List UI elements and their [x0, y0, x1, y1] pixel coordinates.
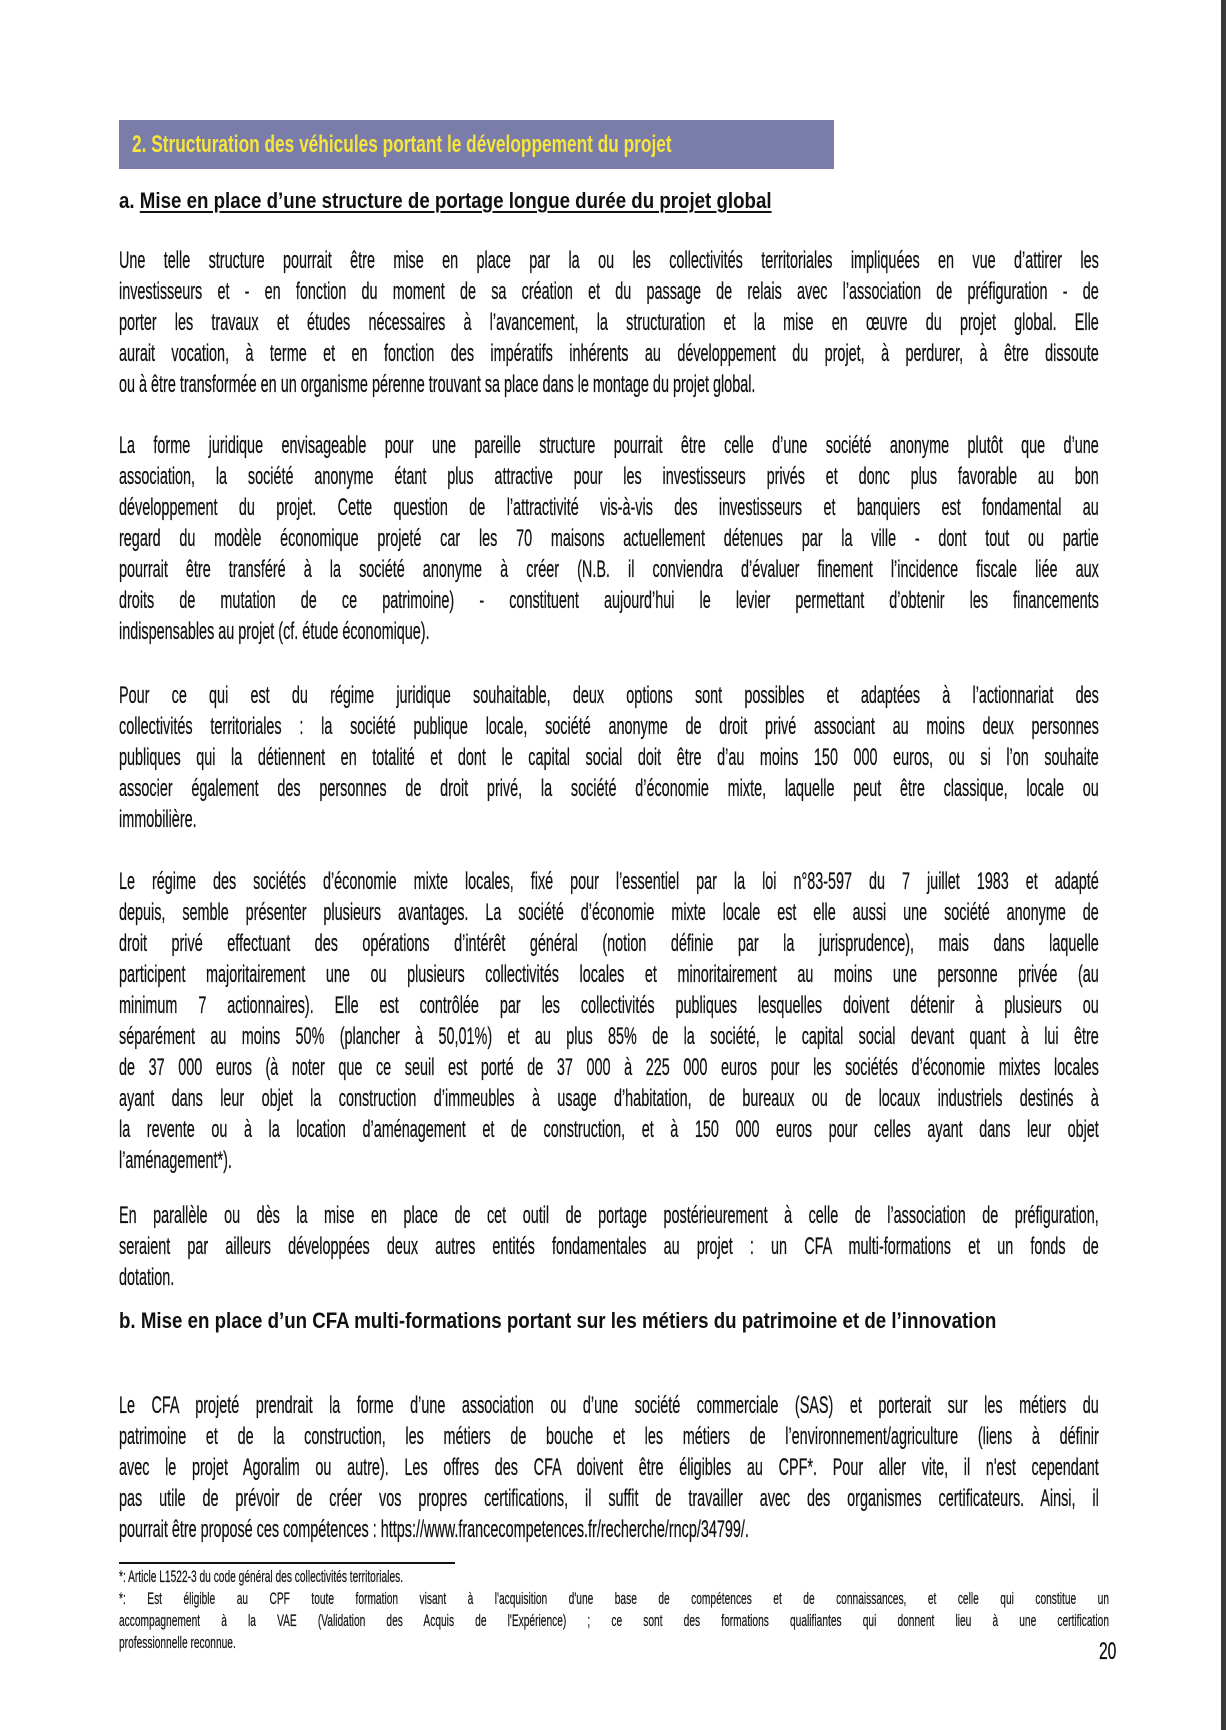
subsection-heading-b: b. Mise en place d’un CFA multi-formations portant sur les métiers du patrimoine et de l’innovation [119, 1308, 997, 1333]
text-line: la revente ou à la location d’aménagement et de construction, et à 150 000 euros pour celles ayant dans leur objet [119, 1116, 1099, 1143]
paragraph-cfa [119, 1390, 1099, 1545]
text-line: minimum 7 actionnaires). Elle est contrôlée par les collectivités publiques lesquelles doivent détenir à plusieurs ou [119, 992, 1099, 1019]
text-line: séparément au moins 50% (plancher à 50,01%) et au plus 85% de la société, le capital social devant quant à lui être [119, 1023, 1099, 1050]
text-line: publiques qui la détiennent en totalité et dont le capital social doit être d’au moins 150 000 euros, ou si l’on souhaite [119, 744, 1099, 771]
text-line: pas utile de prévoir de créer vos propres certifications, il suffit de travailler avec des organismes certificateurs. Ainsi, il [119, 1485, 1099, 1512]
paragraph-legal-form [119, 430, 1099, 647]
text-line: *: Est éligible au CPF toute formation visant à l'acquisition d'une base de compétences et de connaissances, et celle qui constitue un [119, 1589, 1109, 1608]
text-line: droits de mutation de ce patrimoine) - constituent aujourd’hui le levier permettant d’obtenir les financements [119, 587, 1099, 614]
text-line: accompagnement à la VAE (Validation des Acquis de l'Expérience) ; ce sont des formations qualifiantes qui donnent lieu à une certification [119, 1611, 1109, 1630]
paragraph-structure-intro [119, 245, 1099, 400]
text-line: immobilière. [119, 806, 197, 833]
text-line: pourrait être transféré à la société anonyme à créer (N.B. il conviendra d’évaluer finement l’incidence fiscale liée aux [119, 556, 1099, 583]
text-line: depuis, semble présenter plusieurs avantages. La société d’économie mixte locale est elle aussi une société anonyme de [119, 899, 1099, 926]
text-line: ou à être transformée en un organisme pérenne trouvant sa place dans le montage du projet global. [119, 371, 756, 398]
text-line: aurait vocation, à terme et en fonction des impératifs inhérents au développement du projet, à perdurer, à être dissoute [119, 340, 1099, 367]
paragraph-legal-regime [119, 680, 1099, 835]
text-line: participent majoritairement une ou plusieurs collectivités locales et minoritairement au moins une personne privée (au [119, 961, 1099, 988]
section-title-band [119, 120, 834, 169]
text-line: ayant dans leur objet la construction d’immeubles à usage d’habitation, de bureaux ou de locaux industriels destinés à [119, 1085, 1099, 1112]
page-number: 20 [1099, 1638, 1117, 1665]
text-line: pourrait être proposé ces compétences : https://www.francecompetences.fr/recherche/rncp/34799/. [119, 1516, 749, 1543]
text-line: patrimoine et de la construction, les métiers de bouche et les métiers de l’environnement/agriculture (liens à définir [119, 1423, 1099, 1450]
footnote-separator [119, 1562, 455, 1564]
text-line: associer également des personnes de droit privé, la société d’économie mixte, laquelle peut être classique, locale ou [119, 775, 1099, 802]
text-line: Pour ce qui est du régime juridique souhaitable, deux options sont possibles et adaptées à l’actionnariat des [119, 682, 1099, 709]
text-line: seraient par ailleurs développées deux autres entités fondamentales au projet : un CFA multi-formations et un fonds de [119, 1233, 1099, 1260]
text-line: dotation. [119, 1264, 175, 1291]
text-line: *: Article L1522-3 du code général des collectivités territoriales. [119, 1567, 404, 1586]
text-line: Le régime des sociétés d’économie mixte locales, fixé pour l’essentiel par la loi n°83-597 du 7 juillet 1983 et adapté [119, 868, 1099, 895]
text-line: Le CFA projeté prendrait la forme d’une association ou d’une société commerciale (SAS) et porterait sur les métiers du [119, 1392, 1099, 1419]
section-title: 2. Structuration des véhicules portant le développement du projet [132, 131, 672, 158]
text-line: investisseurs et - en fonction du moment de sa création et du passage de relais avec l’association de préfiguration - de [119, 278, 1099, 305]
paragraph-sem-regime [119, 866, 1099, 1176]
text-line: association, la société anonyme étant plus attractive pour les investisseurs privés et donc plus favorable au bon [119, 463, 1099, 490]
text-line: indispensables au projet (cf. étude économique). [119, 618, 430, 645]
text-line: regard du modèle économique projeté car les 70 maisons actuellement détenues par la ville - dont tout ou partie [119, 525, 1099, 552]
text-line: La forme juridique envisageable pour une pareille structure pourrait être celle d’une société anonyme plutôt que d’une [119, 432, 1099, 459]
text-line: l’aménagement*). [119, 1147, 232, 1174]
text-line: En parallèle ou dès la mise en place de cet outil de portage postérieurement à celle de l’association de préfiguration, [119, 1202, 1099, 1229]
text-line: Une telle structure pourrait être mise en place par la ou les collectivités territoriales impliquées en vue d’attirer les [119, 247, 1099, 274]
heading-a-prefix: a. [119, 188, 140, 213]
paragraph-parallel-entities [119, 1200, 1099, 1293]
footnote-1 [119, 1566, 1109, 1588]
text-line: avec le projet Agoralim ou autre). Les offres des CFA doivent être éligibles au CPF*. Pour aller vite, il n'est cependant [119, 1454, 1099, 1481]
text-line: porter les travaux et études nécessaires à l’avancement, la structuration et la mise en œuvre du projet global. Elle [119, 309, 1099, 336]
text-line: de 37 000 euros (à noter que ce seuil est porté de 37 000 à 225 000 euros pour les sociétés d’économie mixtes locales [119, 1054, 1099, 1081]
subsection-heading-a [119, 185, 772, 216]
heading-a-text: Mise en place d’une structure de portage longue durée du projet global [139, 188, 772, 213]
footnote-2 [119, 1588, 1109, 1654]
text-line: professionnelle reconnue. [119, 1633, 236, 1652]
text-line: collectivités territoriales : la société publique locale, société anonyme de droit privé associant au moins deux personnes [119, 713, 1099, 740]
text-line: droit privé effectuant des opérations d’intérêt général (notion définie par la jurisprudence), mais dans laquelle [119, 930, 1099, 957]
page-edge [1221, 0, 1226, 1730]
text-line: développement du projet. Cette question de l’attractivité vis-à-vis des investisseurs et banquiers est fondamental au [119, 494, 1099, 521]
